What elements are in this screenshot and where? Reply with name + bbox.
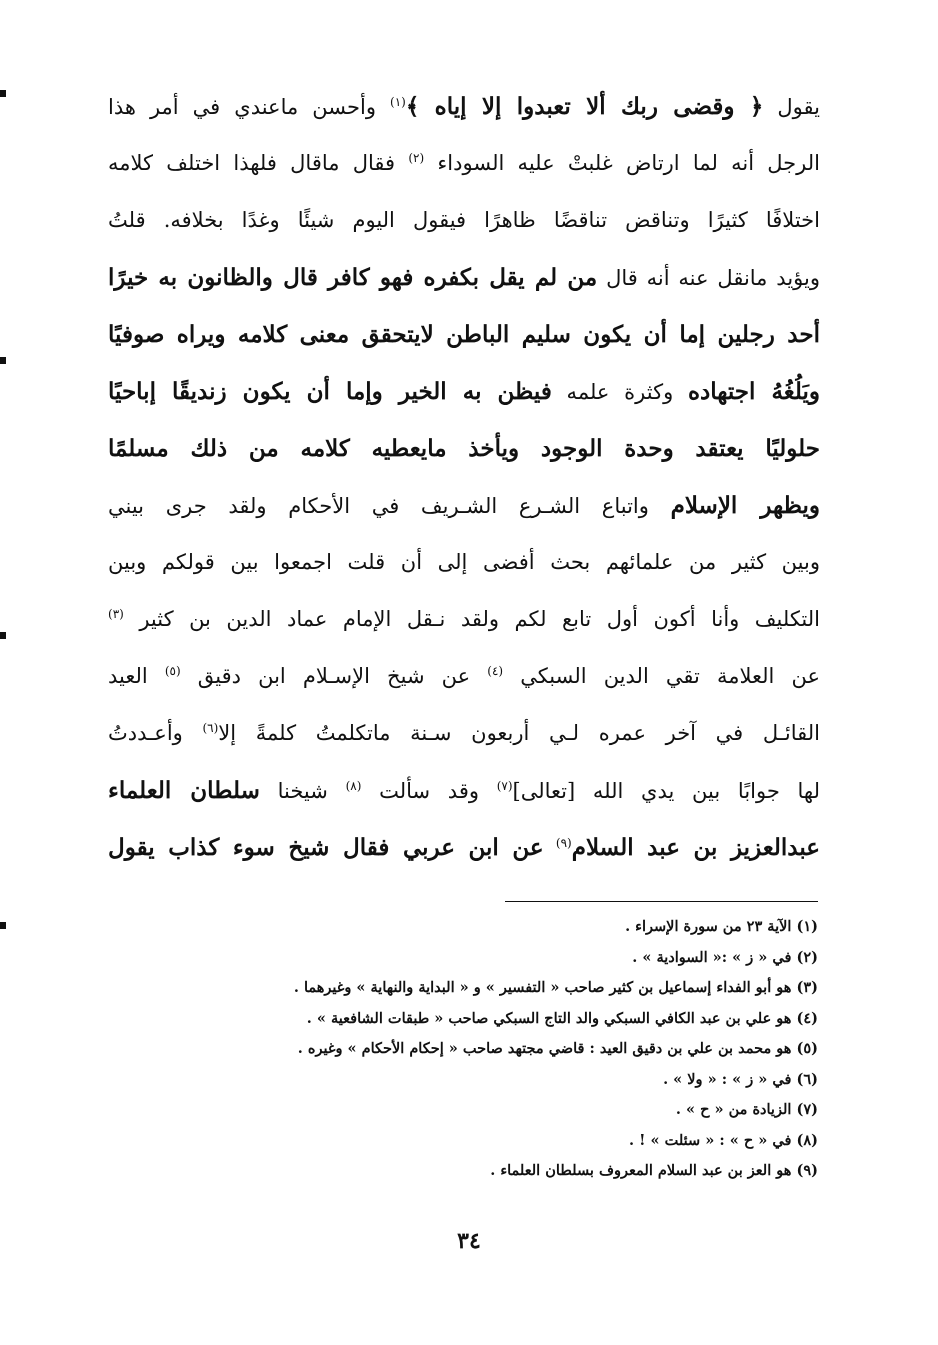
text-segment: حلوليًا يعتقد وحدة الوجود ويأخذ مايعطيه كلامه من ذلك مسلمًا xyxy=(108,435,820,462)
page-body xyxy=(108,78,820,876)
footnotes-list xyxy=(118,912,818,1187)
text-segment: وبين كثير من علمائهم بحث أفضى إلى أن قلت اجمعوا بين قولكم وبين xyxy=(108,550,820,574)
footnote-item: (١) الآية ٢٣ من سورة الإسراء . xyxy=(625,918,818,935)
text-segment: عبدالعزيز بن عبد السلام xyxy=(571,834,820,861)
text-segment xyxy=(544,836,556,860)
footnote-marker: (٣) xyxy=(108,607,124,621)
text-line xyxy=(108,762,820,819)
footnote-item: (٤) هو علي بن عبد الكافي السبكي والد التاج السبكي صاحب « طبقات الشافعية » . xyxy=(306,1009,818,1027)
text-line xyxy=(108,591,820,648)
text-segment: يقول xyxy=(763,95,820,119)
footnote-marker: (٧) xyxy=(496,779,513,793)
footnote-item: (٩) هو العز بن عبد السلام المعروف بسلطان العلماء . xyxy=(490,1162,818,1179)
text-line xyxy=(108,420,820,477)
footnote-marker: (٨) xyxy=(345,779,362,793)
text-segment: واتباع الشـرع الشـريف في الأحكام ولقد جرى بيني xyxy=(108,494,671,518)
text-segment: ويَلُغُهُ اجتهاده xyxy=(687,378,821,405)
text-line xyxy=(108,78,820,135)
text-segment: من لم يقل بكفره فهو كافر قال والظانون به خيرًا xyxy=(108,264,598,291)
scan-edge-mark xyxy=(0,632,6,639)
text-segment: وأحسن ماعندي في أمر هذا xyxy=(108,95,390,119)
text-segment: الرجل أنه لما ارتاض غلبتْ عليه السوداء xyxy=(424,151,820,175)
text-line xyxy=(108,306,820,363)
page-number: ٣٤ xyxy=(457,1228,481,1254)
text-segment: التكليف وأنا أكون أول تابع لكم ولقد نـقل الإمام عماد الدين بن كثير xyxy=(123,607,820,631)
footnote-marker: (٩) xyxy=(555,836,572,850)
text-line xyxy=(108,135,820,192)
text-line xyxy=(108,192,820,249)
footnote-separator xyxy=(505,901,818,902)
text-segment: سلطان العلماء xyxy=(108,777,260,804)
footnote-marker: (١) xyxy=(390,95,406,109)
footnote-item: (٧) الزيادة من « ح » . xyxy=(675,1101,818,1118)
footnote-item: (٣) هو أبو الفداء إسماعيل بن كثير صاحب « التفسير » و « البداية والنهاية » وغيرهما . xyxy=(293,979,818,996)
text-line xyxy=(108,648,820,705)
text-line xyxy=(108,477,820,534)
text-segment: وأعـددتُ xyxy=(108,721,203,745)
footnote-marker: (٢) xyxy=(408,151,425,165)
text-segment: وكثرة علمه xyxy=(551,380,688,404)
text-segment: ﴿ وقضى ربك ألا تعبدوا إلا إياه ﴾ xyxy=(405,93,764,120)
scan-edge-mark xyxy=(0,357,6,364)
footnote-marker: (٦) xyxy=(202,721,219,735)
footnote-item: (٢) في « ز » :« السوادية » . xyxy=(632,948,818,966)
text-segment: لها جوابًا بين يدي الله [تعالى] xyxy=(512,779,821,803)
text-segment: عن ابن عربي فقال شيخ سوء كذاب يقول xyxy=(108,834,544,861)
text-segment: أحد رجلين إما أن يكون سليم الباطن لايتحقق معنى كلامه ويراه صوفيًا xyxy=(108,321,820,348)
footnote-marker: (٥) xyxy=(164,664,181,678)
text-segment: القائـل في آخر عمره لـي أربعون سـنة ماتكلمتُ كلمةً إلا xyxy=(218,721,820,745)
text-line xyxy=(108,705,820,762)
text-line xyxy=(108,819,820,876)
text-segment: فقال ماقال فلهذا اختلف كلامه xyxy=(108,151,409,175)
text-line xyxy=(108,249,820,306)
scan-edge-mark xyxy=(0,90,6,97)
text-line xyxy=(108,534,820,591)
text-segment: العيد xyxy=(108,664,165,688)
text-segment: ويؤيد مانقل عنه أنه قال xyxy=(597,266,820,290)
text-segment: شيخنا xyxy=(259,779,346,803)
main-text xyxy=(108,78,820,876)
text-segment: ويظهر الإسلام xyxy=(670,492,820,519)
text-segment: عن شيخ الإسـلام ابن دقيق xyxy=(180,664,488,688)
scan-edge-mark xyxy=(0,922,6,929)
footnote-marker: (٤) xyxy=(487,664,504,678)
footnote-item: (٥) هو محمد بن علي بن دقيق العيد : قاضي مجتهد صاحب « إحكام الأحكام » وغيره . xyxy=(297,1040,818,1057)
text-segment: فيظن به الخير وإما أن يكون زنديقًا إباحيًا xyxy=(108,378,552,405)
text-segment: عن العلامة تقي الدين السبكي xyxy=(503,664,820,688)
footnote-item: (٨) في « ح » : « سئلت » ! . xyxy=(629,1131,818,1149)
text-segment: اختلافًا كثيرًا وتناقض تناقضًا ظاهرًا فيقول اليوم شيئًا وغدًا بخلافه. قلتُ xyxy=(108,208,820,232)
text-line xyxy=(108,363,820,420)
footnote-item: (٦) في « ز » : « ولا » . xyxy=(663,1070,818,1088)
text-segment: وقد سألت xyxy=(361,779,497,803)
